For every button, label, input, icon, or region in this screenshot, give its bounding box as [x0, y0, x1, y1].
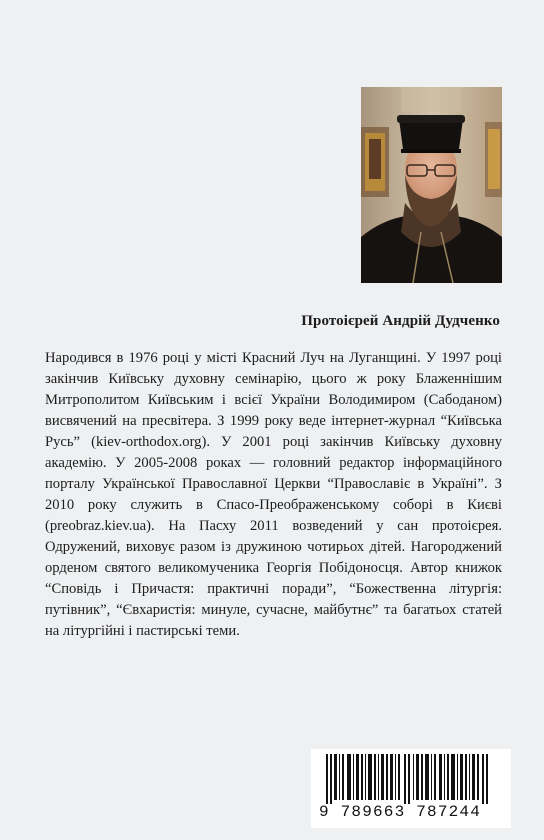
portrait-image — [361, 87, 502, 283]
isbn-barcode — [311, 749, 511, 828]
author-name: Протоієрей Андрій Дудченко — [301, 313, 500, 329]
barcode-bars-icon — [326, 754, 498, 804]
author-photo — [361, 87, 502, 283]
author-biography: Народився в 1976 році у місті Красний Луч на Луганщині. У 1997 році закінчив Київську духовну семінарію, цього ж року Блаженнішим Митрополитом Київським і всієї України Володимиром (Сабоданом) висвячений на пресвітера. З 1999 року веде інтернет-журнал “Київська Русь” (kiev-orthodox.org). У 2001 році закінчив Київську духовну академію. У 2005-2008 роках — головний редактор інформаційного порталу Української Православної Церкви “Православіє в Україні”. З 2010 року служить в Спасо-Преображенському соборі в Києві (preobraz.kiev.ua). На Пасху 2011 возведений у сан протоієрея. Одружений, виховує разом із дружиною чотирьох дітей. Нагороджений орденом святого великомученика Георгія Побідоносця. Автор книжок “Сповідь і Причастя: практичні поради”, “Божественна літургія: путівник”, “Євхаристія: минуле, сучасне, майбутнє” та багатьох статей на літургійні і пастирські теми. — [45, 350, 502, 639]
isbn-digits: 9 789663 787244 — [319, 803, 482, 821]
